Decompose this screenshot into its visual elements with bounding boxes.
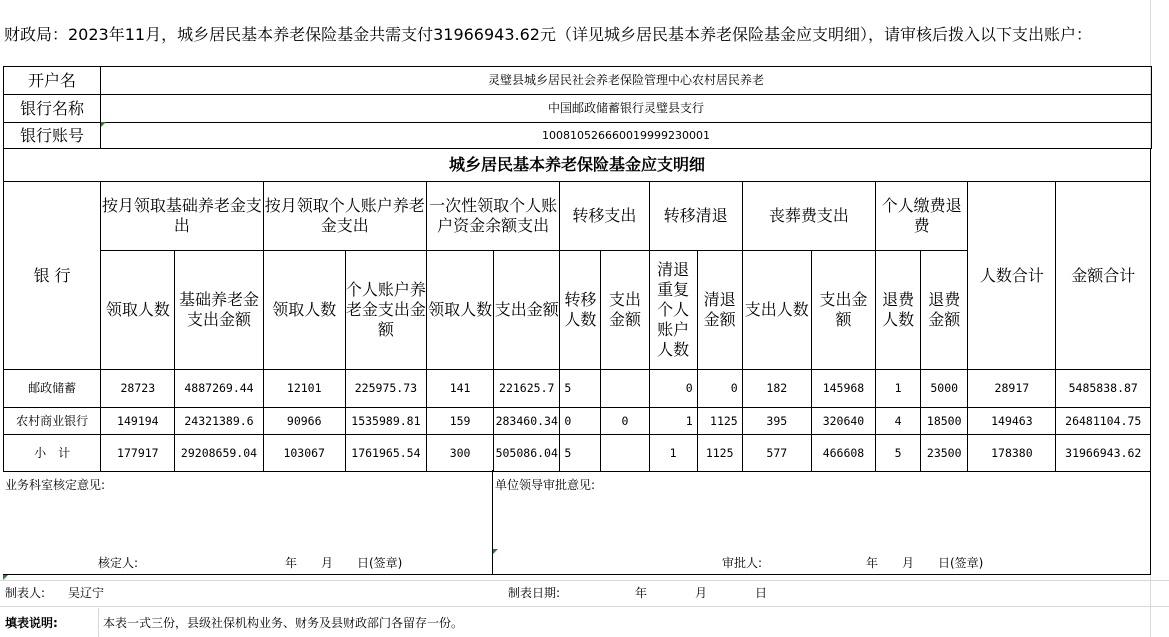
cell-marker-icon bbox=[493, 549, 498, 554]
subheader-g1b: 基础养老金支出金额 bbox=[175, 251, 263, 370]
cell[interactable]: 103067 bbox=[263, 435, 345, 472]
row-bank[interactable]: 农村商业银行 bbox=[4, 408, 101, 435]
detail-table bbox=[3, 148, 1151, 472]
cell[interactable]: 1125 bbox=[697, 435, 742, 472]
date-value[interactable]: 年 月 日 bbox=[635, 586, 768, 600]
checker-date-sign: 年 月 日(签章) bbox=[285, 556, 403, 570]
cell[interactable]: 300 bbox=[427, 435, 494, 472]
approval-divider bbox=[492, 470, 493, 574]
header-basic-pension: 按月领取基础养老金支出 bbox=[101, 182, 263, 251]
request-text: 财政局：2023年11月，城乡居民基本养老保险基金共需支付31966943.62元（详见城乡居民基本养老保险基金应支明细），请审核后拨入以下支出账户： bbox=[4, 25, 1092, 44]
cell[interactable]: 5 bbox=[876, 435, 921, 472]
note-label: 填表说明: bbox=[5, 616, 58, 630]
approver-date-sign: 年 月 日(签章) bbox=[866, 556, 984, 570]
header-transfer-refund: 转移清退 bbox=[649, 182, 742, 251]
cell[interactable]: 29208659.04 bbox=[175, 435, 263, 472]
cell[interactable]: 18500 bbox=[921, 408, 968, 435]
header-bank: 银 行 bbox=[4, 182, 101, 370]
cell[interactable]: 23500 bbox=[921, 435, 968, 472]
subheader-g6a: 支出人数 bbox=[742, 251, 811, 370]
cell[interactable]: 5 bbox=[560, 370, 601, 408]
account-table bbox=[3, 66, 1152, 149]
subheader-g4b: 支出金额 bbox=[601, 251, 649, 370]
account-name-label: 开户名 bbox=[4, 67, 101, 95]
cell[interactable]: 577 bbox=[742, 435, 811, 472]
maker-name[interactable]: 吴辽宁 bbox=[68, 586, 105, 600]
subheader-g4a: 转移人数 bbox=[560, 251, 601, 370]
cell[interactable]: 5485838.87 bbox=[1056, 370, 1151, 408]
cell[interactable]: 5 bbox=[560, 435, 601, 472]
cell[interactable]: 90966 bbox=[263, 408, 345, 435]
header-transfer-out: 转移支出 bbox=[560, 182, 649, 251]
table-row bbox=[4, 408, 1151, 435]
header-total-amount: 金额合计 bbox=[1056, 182, 1151, 370]
cell[interactable]: 1 bbox=[876, 370, 921, 408]
cell[interactable]: 26481104.75 bbox=[1056, 408, 1151, 435]
cell-marker-icon bbox=[101, 122, 106, 127]
bank-name-label: 银行名称 bbox=[4, 95, 101, 123]
subheader-g2a: 领取人数 bbox=[263, 251, 345, 370]
subheader-g6b: 支出金额 bbox=[811, 251, 875, 370]
cell[interactable]: 159 bbox=[427, 408, 494, 435]
cell-marker-icon bbox=[3, 575, 8, 580]
account-name-value[interactable]: 灵璧县城乡居民社会养老保险管理中心农村居民养老 bbox=[101, 67, 1152, 95]
dept-opinion-label: 业务科室核定意见: bbox=[5, 478, 106, 492]
cell[interactable]: 1 bbox=[649, 435, 697, 472]
subheader-g5b: 清退金额 bbox=[697, 251, 742, 370]
subheader-g3a: 领取人数 bbox=[427, 251, 494, 370]
cell[interactable]: 4887269.44 bbox=[175, 370, 263, 408]
cell[interactable] bbox=[601, 370, 649, 408]
cell[interactable]: 178380 bbox=[968, 435, 1056, 472]
cell[interactable]: 4 bbox=[876, 408, 921, 435]
note-text: 本表一式三份，县级社保机构业务、财务及县财政部门各留存一份。 bbox=[103, 616, 464, 630]
cell[interactable]: 28723 bbox=[101, 370, 175, 408]
cell[interactable]: 28917 bbox=[968, 370, 1056, 408]
cell[interactable]: 1 bbox=[649, 408, 697, 435]
header-total-people: 人数合计 bbox=[968, 182, 1056, 370]
table-row bbox=[4, 370, 1151, 408]
cell[interactable]: 0 bbox=[649, 370, 697, 408]
cell[interactable]: 466608 bbox=[811, 435, 875, 472]
row-bank[interactable]: 小 计 bbox=[4, 435, 101, 472]
approval-block bbox=[3, 470, 1151, 575]
cell[interactable]: 225975.73 bbox=[345, 370, 426, 408]
cell[interactable]: 149194 bbox=[101, 408, 175, 435]
account-number-value[interactable]: 100810526660019999230001 bbox=[101, 123, 1152, 149]
cell[interactable]: 0 bbox=[697, 370, 742, 408]
header-personal-pension: 按月领取个人账户养老金支出 bbox=[263, 182, 426, 251]
header-lump-sum: 一次性领取个人账户资金余额支出 bbox=[427, 182, 560, 251]
cell[interactable]: 5000 bbox=[921, 370, 968, 408]
subheader-g2b: 个人账户养老金支出金额 bbox=[345, 251, 426, 370]
leader-opinion-label: 单位领导审批意见: bbox=[495, 478, 596, 492]
account-number-label: 银行账号 bbox=[4, 123, 101, 149]
bank-name-value[interactable]: 中国邮政储蓄银行灵璧县支行 bbox=[101, 95, 1152, 123]
cell[interactable]: 24321389.6 bbox=[175, 408, 263, 435]
cell[interactable]: 141 bbox=[427, 370, 494, 408]
cell[interactable]: 221625.7 bbox=[494, 370, 560, 408]
cell[interactable]: 1125 bbox=[697, 408, 742, 435]
cell[interactable]: 0 bbox=[560, 408, 601, 435]
cell[interactable]: 1535989.81 bbox=[345, 408, 426, 435]
cell[interactable]: 1761965.54 bbox=[345, 435, 426, 472]
row-bank[interactable]: 邮政储蓄 bbox=[4, 370, 101, 408]
date-label: 制表日期: bbox=[508, 586, 561, 600]
cell[interactable]: 505086.04 bbox=[494, 435, 560, 472]
header-funeral: 丧葬费支出 bbox=[742, 182, 875, 251]
subheader-g3b: 支出金额 bbox=[494, 251, 560, 370]
footer-divider bbox=[98, 608, 99, 637]
table-title: 城乡居民基本养老保险基金应支明细 bbox=[4, 149, 1151, 182]
cell[interactable]: 283460.34 bbox=[494, 408, 560, 435]
header-contribution-refund: 个人缴费退费 bbox=[876, 182, 968, 251]
cell[interactable]: 0 bbox=[601, 408, 649, 435]
cell[interactable]: 182 bbox=[742, 370, 811, 408]
maker-label: 制表人: bbox=[5, 586, 46, 600]
checker-label: 核定人: bbox=[98, 556, 139, 570]
cell[interactable] bbox=[601, 435, 649, 472]
subheader-g7a: 退费人数 bbox=[876, 251, 921, 370]
cell[interactable]: 149463 bbox=[968, 408, 1056, 435]
cell[interactable]: 395 bbox=[742, 408, 811, 435]
cell[interactable]: 145968 bbox=[811, 370, 875, 408]
cell[interactable]: 320640 bbox=[811, 408, 875, 435]
approver-label: 审批人: bbox=[722, 556, 763, 570]
subheader-g7b: 退费金额 bbox=[921, 251, 968, 370]
cell[interactable]: 31966943.62 bbox=[1056, 435, 1151, 472]
cell[interactable]: 177917 bbox=[101, 435, 175, 472]
subheader-g5a: 清退重复个人账户人数 bbox=[649, 251, 697, 370]
cell[interactable]: 12101 bbox=[263, 370, 345, 408]
subtotal-row bbox=[4, 435, 1151, 472]
subheader-g1a: 领取人数 bbox=[101, 251, 175, 370]
